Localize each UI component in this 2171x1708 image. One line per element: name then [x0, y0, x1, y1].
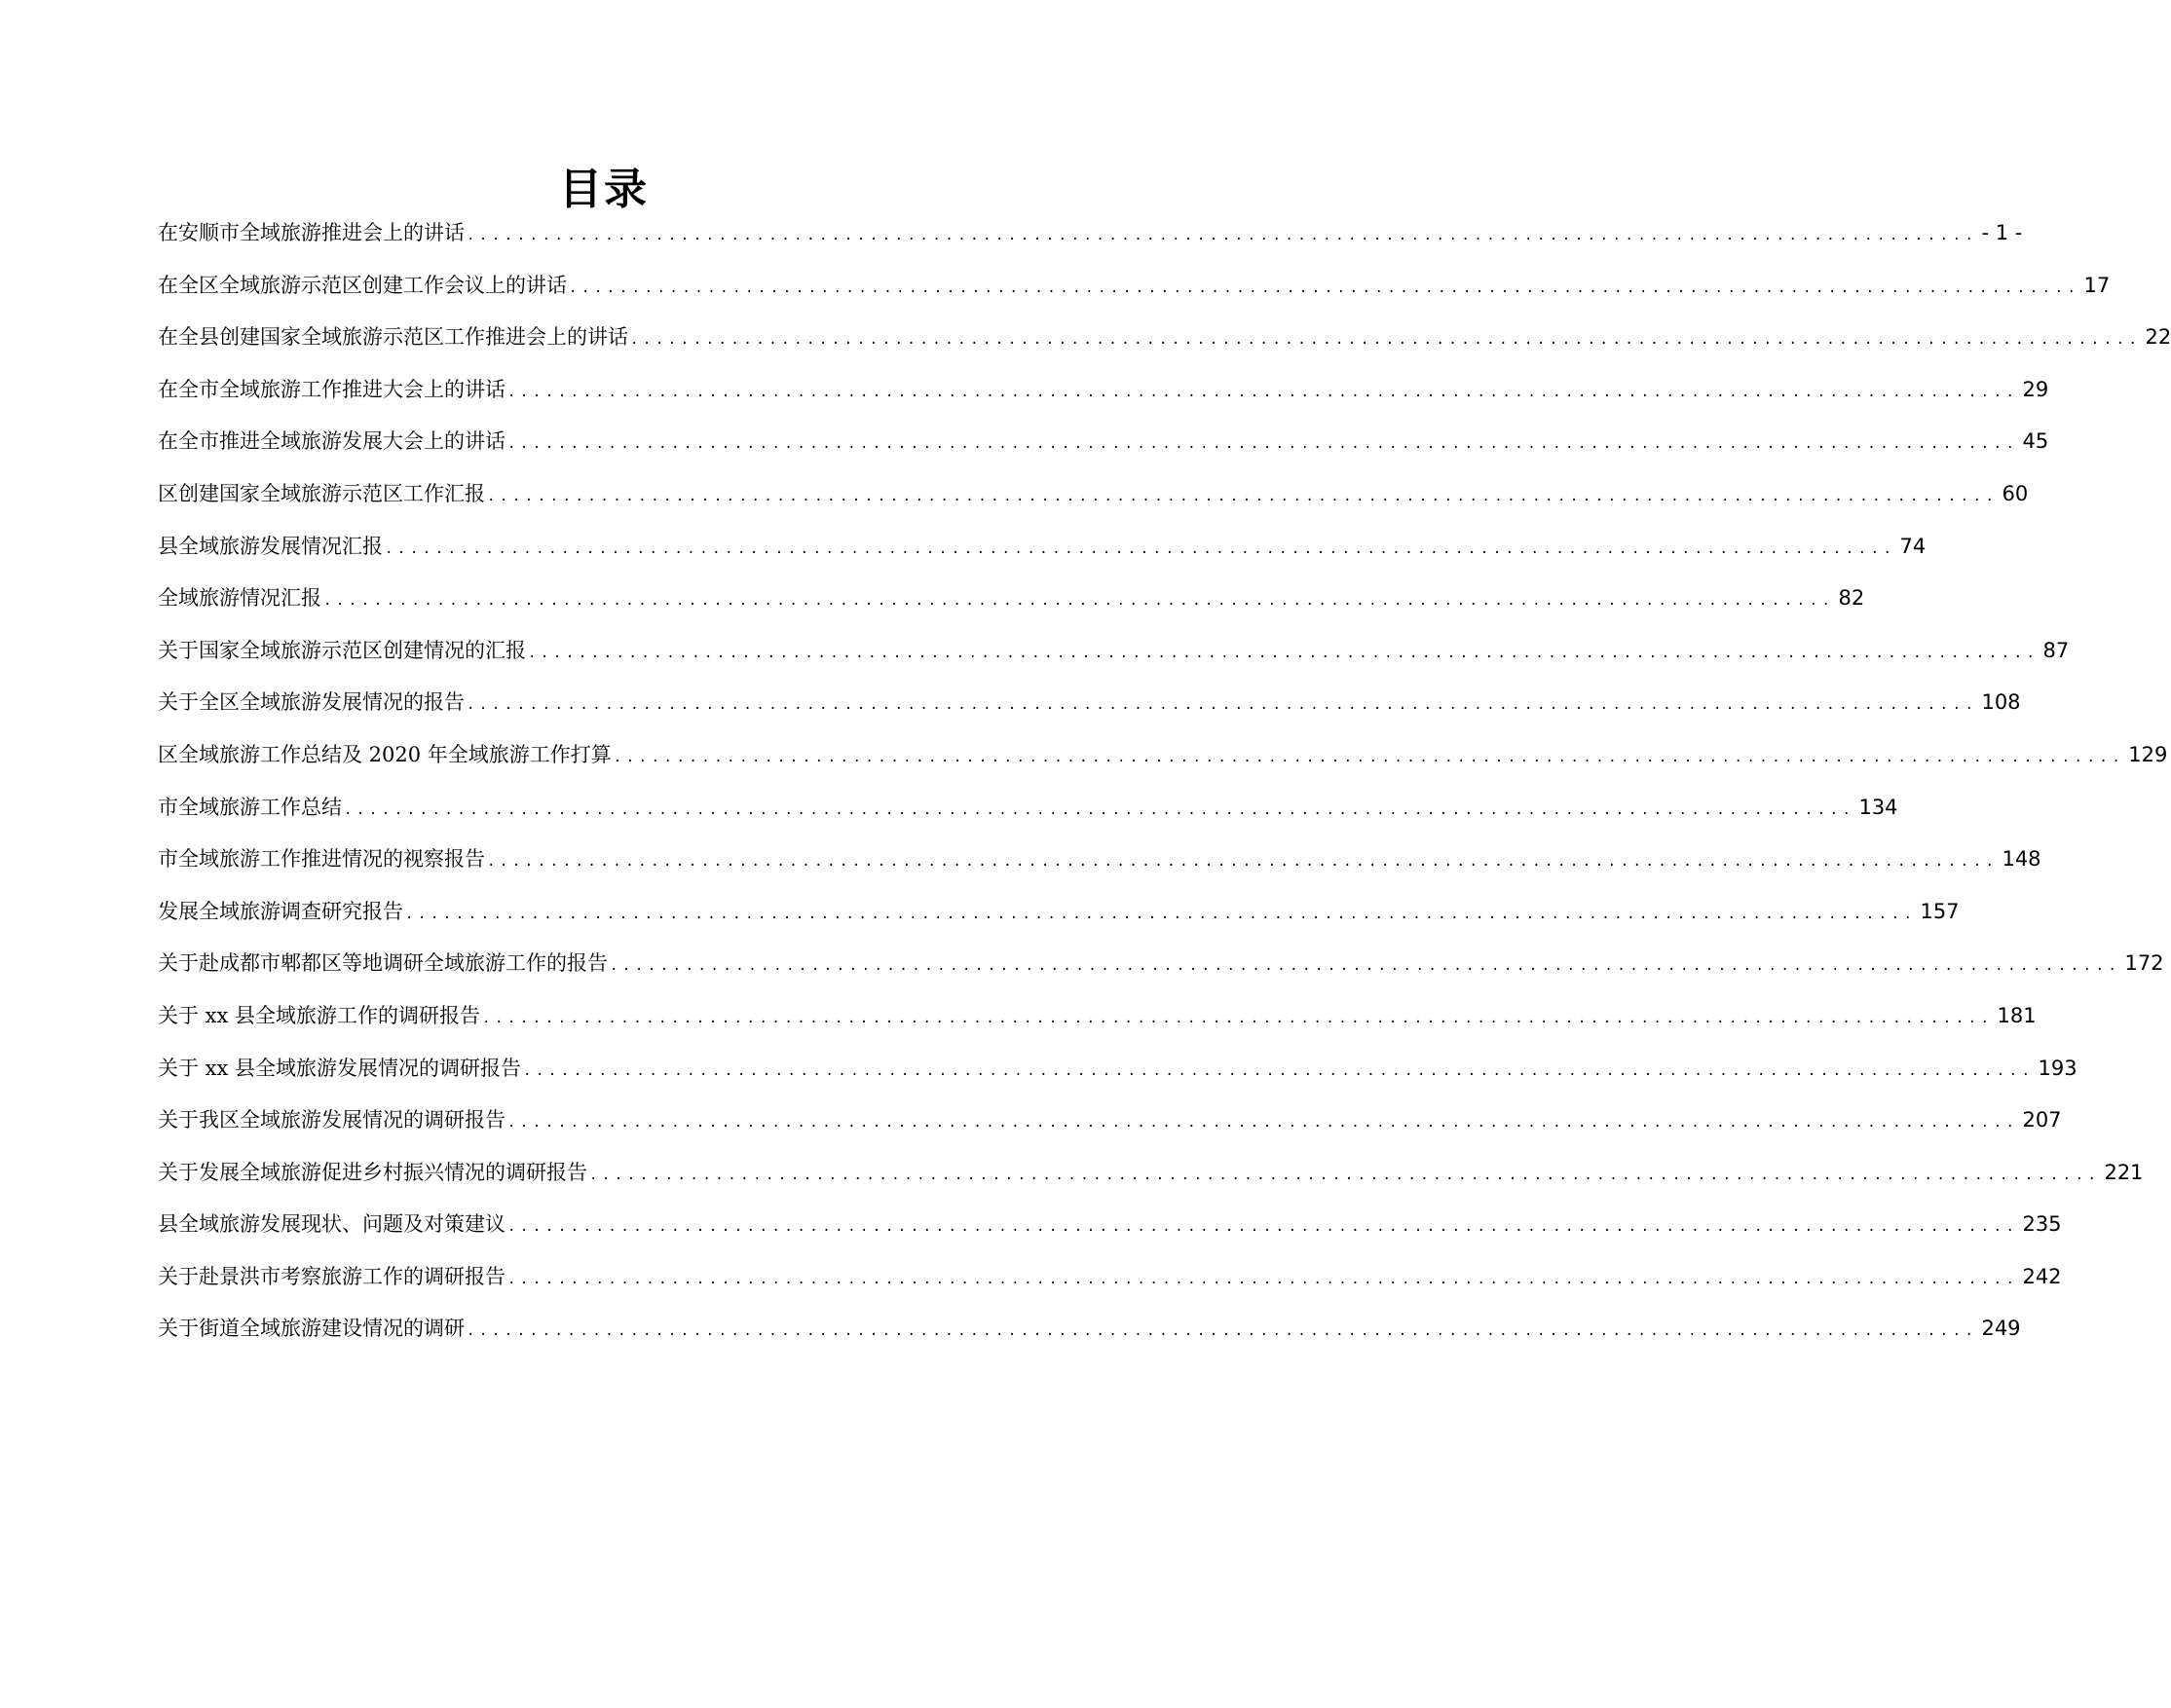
toc-title: 目录 [559, 165, 649, 214]
toc-page-number: 134 [1858, 795, 1898, 819]
toc-entry[interactable] [158, 372, 2049, 425]
toc-entry[interactable] [158, 1259, 2062, 1312]
toc-entry-title: 区创建国家全域旅游示范区工作汇报 [158, 481, 485, 505]
toc-entry-title: 关于我区全域旅游发展情况的调研报告 [158, 1108, 505, 1132]
toc-dot-leader: ........................................................................................................................ [467, 228, 1978, 243]
toc-page-number: 235 [2022, 1212, 2062, 1237]
toc-entry-title: 在全区全域旅游示范区创建工作会议上的讲话 [158, 273, 567, 297]
toc-page-number: 249 [1981, 1317, 2021, 1341]
toc-entry-title: 市全域旅游工作总结 [158, 795, 342, 819]
toc-entry[interactable] [158, 841, 2041, 894]
toc-entry[interactable] [158, 998, 2037, 1051]
toc-entry-title: 发展全域旅游调查研究报告 [158, 899, 403, 923]
toc-page-number: 82 [1838, 586, 1865, 611]
toc-dot-leader: ........................................................................................................................ [482, 1010, 1994, 1026]
toc-entry-title: 市全域旅游工作推进情况的视察报告 [158, 847, 485, 872]
toc-entry-title: 关于 xx 县全域旅游工作的调研报告 [158, 1003, 481, 1027]
toc-dot-leader: ........................................................................................................................ [507, 1115, 2019, 1132]
toc-page-number: 172 [2124, 951, 2164, 976]
toc-entry-title: 在全市全域旅游工作推进大会上的讲话 [158, 377, 505, 401]
toc-page-number: 74 [1899, 534, 1927, 558]
toc-entry-title: 关于国家全域旅游示范区创建情况的汇报 [158, 638, 526, 662]
toc-entry[interactable] [158, 580, 1865, 633]
toc-dot-leader: ........................................................................................................................ [467, 697, 1978, 714]
toc-entry-title: 关于街道全域旅游建设情况的调研 [158, 1317, 465, 1341]
toc-dot-leader: ........................................................................................................................ [528, 645, 2040, 661]
toc-entry-title: 在全县创建国家全域旅游示范区工作推进会上的讲话 [158, 325, 628, 350]
toc-dot-leader: ........................................................................................................................ [630, 332, 2142, 349]
toc-entry[interactable] [158, 529, 1927, 581]
toc-entry[interactable] [158, 319, 2171, 372]
toc-entry[interactable] [158, 633, 2070, 686]
toc-entry[interactable] [158, 215, 2023, 268]
toc-page-number: 22 [2145, 325, 2171, 350]
toc-entry[interactable] [158, 476, 2029, 529]
toc-entry-title: 关于发展全域旅游促进乡村振兴情况的调研报告 [158, 1160, 587, 1184]
toc-page-number: 242 [2022, 1264, 2062, 1288]
toc-entry-title: 县全域旅游发展现状、问题及对策建议 [158, 1212, 505, 1237]
toc-page-number: 148 [2002, 847, 2041, 872]
toc-entry[interactable] [158, 737, 2168, 790]
toc-dot-leader: ........................................................................................................................ [507, 384, 2019, 400]
toc-entry-title: 在安顺市全域旅游推进会上的讲话 [158, 221, 465, 244]
toc-entry-title: 在全市推进全域旅游发展大会上的讲话 [158, 429, 505, 454]
toc-entry[interactable] [158, 1155, 2144, 1207]
toc-page-number: 87 [2042, 638, 2070, 662]
toc-entry[interactable] [158, 1051, 2077, 1103]
toc-dot-leader: ........................................................................................................................ [344, 801, 1855, 818]
toc-list [158, 215, 2171, 1363]
toc-entry[interactable] [158, 1207, 2062, 1259]
toc-page-number: 45 [2022, 429, 2049, 454]
toc-page-number: 129 [2128, 742, 2168, 766]
toc-page-number: 17 [2083, 273, 2111, 297]
toc-entry[interactable] [158, 685, 2021, 737]
toc-entry-title: 县全域旅游发展情况汇报 [158, 534, 383, 558]
toc-entry[interactable] [158, 946, 2164, 998]
toc-entry[interactable] [158, 1311, 2021, 1363]
toc-dot-leader: ........................................................................................................................ [405, 906, 1917, 922]
toc-entry-title: 区全域旅游工作总结及 2020 年全域旅游工作打算 [158, 742, 612, 766]
toc-page-number: 221 [2104, 1160, 2144, 1184]
toc-dot-leader: ........................................................................................................................ [487, 488, 1999, 504]
toc-dot-leader: ........................................................................................................................ [569, 279, 2080, 296]
toc-entry[interactable] [158, 268, 2111, 320]
toc-page-number: 108 [1981, 690, 2021, 715]
toc-page-number: 60 [2002, 481, 2029, 505]
toc-dot-leader: ........................................................................................................................ [507, 436, 2019, 453]
toc-dot-leader: ........................................................................................................................ [613, 749, 2125, 765]
toc-entry-title: 关于赴成都市郫都区等地调研全域旅游工作的报告 [158, 951, 608, 976]
toc-page-number: 29 [2022, 377, 2049, 401]
toc-dot-leader: ........................................................................................................................ [507, 1219, 2019, 1236]
toc-entry[interactable] [158, 894, 1960, 947]
toc-entry-title: 关于全区全域旅游发展情况的报告 [158, 690, 465, 715]
toc-page-number: 157 [1920, 899, 1960, 923]
toc-dot-leader: ........................................................................................................................ [507, 1271, 2019, 1287]
toc-entry[interactable] [158, 424, 2049, 476]
toc-dot-leader: ........................................................................................................................ [589, 1167, 2101, 1183]
toc-entry-title: 关于 xx 县全域旅游发展情况的调研报告 [158, 1056, 522, 1080]
toc-page-number: - 1 - [1981, 221, 2023, 244]
toc-page-number: 207 [2022, 1108, 2062, 1132]
toc-dot-leader: ........................................................................................................................ [385, 540, 1896, 557]
toc-dot-leader: ........................................................................................................................ [323, 593, 1835, 610]
toc-entry[interactable] [158, 1102, 2062, 1155]
toc-dot-leader: ........................................................................................................................ [610, 958, 2121, 975]
toc-entry-title: 关于赴景洪市考察旅游工作的调研报告 [158, 1264, 505, 1288]
toc-dot-leader: ........................................................................................................................ [467, 1323, 1978, 1340]
toc-dot-leader: ........................................................................................................................ [487, 854, 1999, 871]
toc-page-number: 193 [2038, 1056, 2077, 1080]
toc-entry-title: 全域旅游情况汇报 [158, 586, 321, 611]
toc-page-number: 181 [1997, 1003, 2037, 1027]
toc-dot-leader: ........................................................................................................................ [523, 1062, 2035, 1079]
toc-entry[interactable] [158, 790, 1898, 842]
